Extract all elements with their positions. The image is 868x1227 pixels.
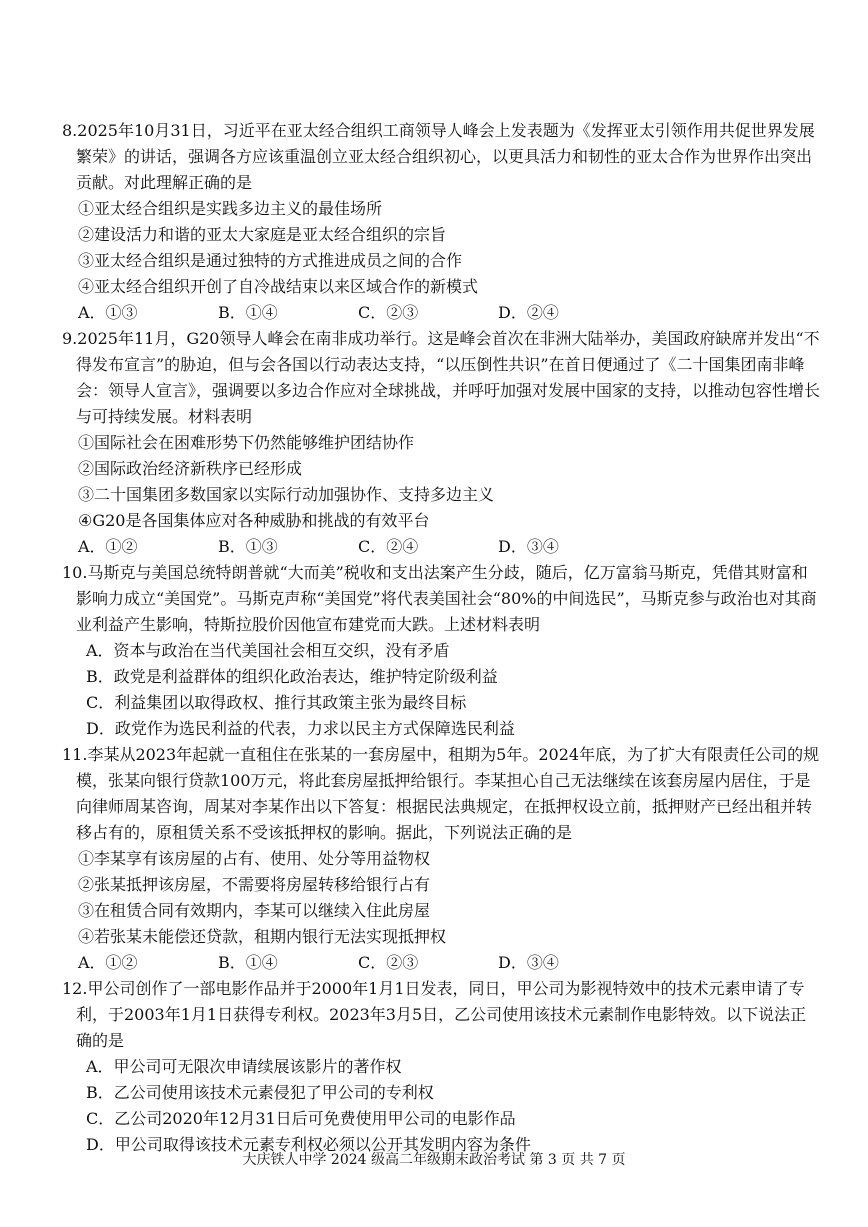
option-b: B．乙公司使用该技术元素侵犯了甲公司的专利权 bbox=[86, 1083, 434, 1102]
question-stem: 12.甲公司创作了一部电影作品并于2000年1月1日发表，同日，甲公司为影视特效中的技术元素申请了专利，于2003年1月1日获得专利权。2023年3月5日，乙公司使用该技术元素制作电影特效。以下说法正确的是 bbox=[62, 979, 807, 1050]
statement-item: ③亚太经合组织是通过独特的方式推进成员之间的合作 bbox=[78, 251, 463, 270]
option-b: B．①④ bbox=[218, 953, 278, 972]
statement-item: ④G20是各国集体应对各种威胁和挑战的有效平台 bbox=[78, 511, 430, 530]
option-b: B．①③ bbox=[218, 537, 278, 556]
option-a: A．①③ bbox=[78, 303, 138, 322]
option-d: D．②④ bbox=[498, 303, 559, 322]
question-11 bbox=[62, 742, 822, 976]
answer-options bbox=[62, 300, 822, 326]
question-stem: 8.2025年10月31日，习近平在亚太经合组织工商领导人峰会上发表题为《发挥亚太引领作用共促世界发展繁荣》的讲话，强调各方应该重温创立亚太经合组织初心，以更具活力和韧性的亚太合作为世界作出突出贡献。对此理解正确的是 bbox=[62, 121, 815, 192]
question-stem: 10.马斯克与美国总统特朗普就“大而美”税收和支出法案产生分歧，随后，亿万富翁马斯克，凭借其财富和影响力成立“美国党”。马斯克声称“美国党”将代表美国社会“80%的中间选民”，马斯克参与政治也对其商业利益产生影响，特斯拉股价因他宣布建党而大跌。上述材料表明 bbox=[62, 563, 817, 634]
option-a: A．①② bbox=[78, 953, 138, 972]
option-b: B．①④ bbox=[218, 303, 278, 322]
option-b: B．政党是利益群体的组织化政治表达，维护特定阶级利益 bbox=[86, 667, 498, 686]
statement-item: ②张某抵押该房屋，不需要将房屋转移给银行占有 bbox=[78, 875, 431, 894]
answer-options bbox=[62, 534, 822, 560]
statement-list bbox=[62, 846, 822, 950]
statement-list bbox=[62, 430, 822, 534]
page-footer: 大庆铁人中学 2024 级高二年级期末政治考试 第 3 页 共 7 页 bbox=[242, 1152, 626, 1168]
option-c: C．②③ bbox=[358, 953, 419, 972]
question-stem: 9.2025年11月，G20领导人峰会在南非成功举行。这是峰会首次在非洲大陆举办，美国政府缺席并发出“不得发布宣言”的胁迫，但与会各国以行动表达支持，“以压倒性共识”在首日便通过了《二十国集团南非峰会：领导人宣言》，强调要以多边合作应对全球挑战，并呼吁加强对发展中国家的支持，以推动包容性增长与可持续发展。材料表明 bbox=[62, 329, 821, 426]
question-10 bbox=[62, 560, 822, 742]
statement-item: ③二十国集团多数国家以实际行动加强协作、支持多边主义 bbox=[78, 485, 495, 504]
question-9 bbox=[62, 326, 822, 560]
option-c: C．②③ bbox=[358, 303, 419, 322]
statement-item: ②国际政治经济新秩序已经形成 bbox=[78, 459, 303, 478]
option-d: D．③④ bbox=[498, 537, 559, 556]
statement-list bbox=[62, 196, 822, 300]
answer-options bbox=[62, 950, 822, 976]
option-a: A．①② bbox=[78, 537, 138, 556]
statement-item: ④亚太经合组织开创了自冷战结束以来区域合作的新模式 bbox=[78, 277, 479, 296]
question-8 bbox=[62, 118, 822, 326]
option-d: D．政党作为选民利益的代表，力求以民主方式保障选民利益 bbox=[86, 719, 515, 738]
statement-item: ①亚太经合组织是实践多边主义的最佳场所 bbox=[78, 199, 383, 218]
statement-item: ②建设活力和谐的亚太大家庭是亚太经合组织的宗旨 bbox=[78, 225, 447, 244]
option-a: A．资本与政治在当代美国社会相互交织，没有矛盾 bbox=[86, 641, 450, 660]
option-c: C．乙公司2020年12月31日后可免费使用甲公司的电影作品 bbox=[86, 1109, 516, 1128]
statement-item: ③在租赁合同有效期内，李某可以继续入住此房屋 bbox=[78, 901, 431, 920]
option-d: D．③④ bbox=[498, 953, 559, 972]
question-12 bbox=[62, 976, 822, 1158]
option-c: C．②④ bbox=[358, 537, 419, 556]
statement-item: ④若张某未能偿还贷款，租期内银行无法实现抵押权 bbox=[78, 927, 447, 946]
option-c: C．利益集团以取得政权、推行其政策主张为最终目标 bbox=[86, 693, 467, 712]
statement-item: ①国际社会在困难形势下仍然能够维护团结协作 bbox=[78, 433, 415, 452]
statement-item: ①李某享有该房屋的占有、使用、处分等用益物权 bbox=[78, 849, 431, 868]
option-d: D．甲公司取得该技术元素专利权必须以公开其发明内容为条件 bbox=[86, 1135, 531, 1154]
option-a: A．甲公司可无限次申请续展该影片的著作权 bbox=[86, 1057, 402, 1076]
question-stem: 11.李某从2023年起就一直租住在张某的一套房屋中，租期为5年。2024年底，为了扩大有限责任公司的规模，张某向银行贷款100万元，将此套房屋抵押给银行。李某担心自己无法继续在该套房屋内居住，于是向律师周某咨询，周某对李某作出以下答复：根据民法典规定，在抵押权设立前，抵押财产已经出租并转移占有的，原租赁关系不受该抵押权的影响。据此，下列说法正确的是 bbox=[62, 745, 820, 842]
question-list bbox=[62, 118, 822, 1158]
